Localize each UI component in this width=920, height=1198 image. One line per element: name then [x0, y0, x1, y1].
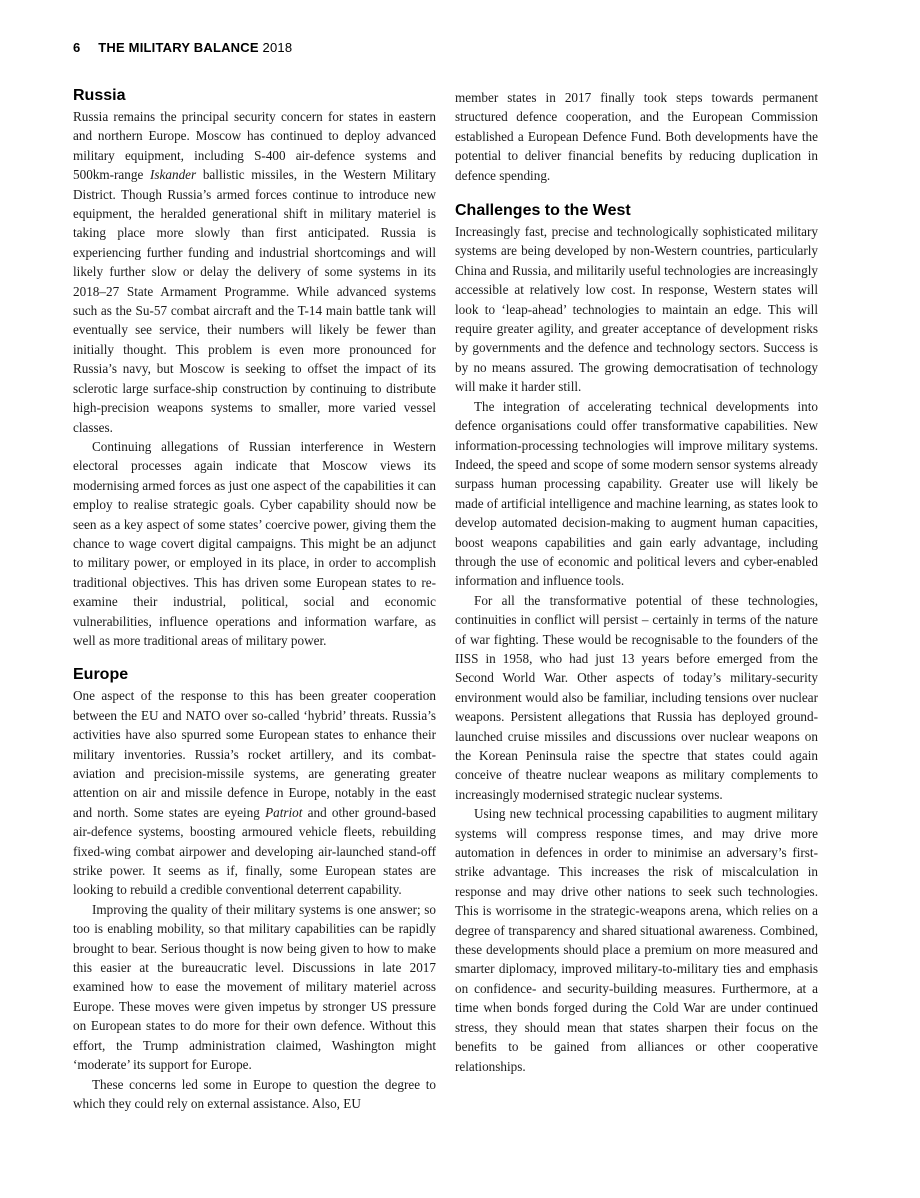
europe-paragraph-3: These concerns led some in Europe to question the degree to which they could rely on external assistance. Also, EU	[73, 1076, 436, 1111]
europe-p1-text-a: One aspect of the response to this has been greater cooperation between the EU and NATO over so-called ‘hybrid’ threats. Russia’s activities have also spurred some European states to enhance their military inventories. Russia’s rocket artillery, and its combat-aviation and precision-missile systems, are generating greater attention on air and missile defence in Europe, notably in the east and north. Some states are eyeing	[73, 688, 436, 820]
europe-paragraph-1	[73, 686, 436, 899]
challenges-paragraph-4: Using new technical processing capabilities to augment military systems will compress response times, and may drive more automation in defences in order to minimise an adversary’s first-strike advantage. This increases the risk of miscalculation in response and may drive other nations to seek such technologies. This is worrisome in the strategic-weapons arena, which relies on a degree of transparency and shared situational awareness. Combined, these developments should place a premium on more measured and smarter diplomacy, improved military-to-military ties and emphasis on confidence- and security-building measures. Furthermore, at a time when bonds forged during the Cold War are under continued stress, they should mean that states sharpen their focus on the benefits to be gained from alliances or other cooperative relationships.	[455, 806, 818, 1074]
publication-year: 2018	[262, 40, 293, 55]
russia-p1-text-b: ballistic missiles, in the Western Military District. Though Russia’s armed forces continue to introduce new equipment, the heralded generational shift in military materiel is taking place more slowly than first anticipated. Russia is experiencing further funding and industrial shortcomings and will likely further slow or delay the delivery of some systems in its 2018–27 State Armament Programme. While advanced systems such as the Su-57 combat aircraft and the T-14 main battle tank will eventually see service, their numbers will likely be fewer than initially thought. This problem is even more pronounced for Russia’s navy, but Moscow is seeking to offset the impact of its sclerotic large surface-ship construction by continuing to distribute high-precision weapons systems to smaller, more varied vessel classes.	[73, 167, 437, 435]
russia-paragraph-1	[73, 107, 436, 437]
russia-p1-text-a: Russia remains the principal security concern for states in eastern and northern Europe. Moscow has continued to deploy advanced military equipment, including S-400 air-defence systems and 500km-range	[73, 109, 436, 183]
section-russia	[73, 86, 436, 650]
heading-russia: Russia	[73, 87, 126, 104]
heading-europe: Europe	[73, 666, 129, 684]
europe-paragraph-2: Improving the quality of their military systems is one answer; so too is enabling mobility, so that military capabilities can be rapidly brought to bear. Serious thought is now being given to how to make this easier at the bureaucratic level. Discussions in late 2017 examined how to ease the movement of military materiel across Europe. These moves were given impetus by stronger US pressure on European states to do more for their own defence. Without this effort, the Trump administration claimed, Washington might ‘moderate’ its support for Europe.	[73, 901, 436, 1073]
continuation-paragraph: member states in 2017 finally took steps towards permanent structured defence cooperation, and the European Commission established a European Defence Fund. Both developments have the potential to deliver financial benefits by reducing duplication in defence spending.	[455, 90, 818, 183]
europe-p1-italic: Patriot	[265, 804, 303, 820]
right-column	[455, 88, 818, 1091]
left-column	[73, 86, 436, 1128]
challenges-paragraph-3: For all the transformative potential of these technologies, continuities in conflict will persist – certainly in terms of the nature of war fighting. These would be recognisable to the founders of the IISS in 1958, who had just 13 years before emerged from the Second World War. Other aspects of today’s military-security environment would also be familiar, including tensions over nuclear weapons. Persistent allegations that Russia has deployed ground-launched cruise missiles and discussions over nuclear weapons on the Korean Peninsula raise the spectre that states could again conceive of theatre nuclear weapons as military complements to increasingly modernised strategic nuclear systems.	[455, 592, 818, 802]
section-continuation	[455, 88, 818, 185]
page-number: 6	[73, 40, 81, 55]
challenges-paragraph-2: The integration of accelerating technical developments into defence organisations could offer transformative capabilities. New information-processing technologies will improve military systems. Indeed, the speed and scope of some modern sensor systems already surpass human processing capability. Greater use will likely be made of artificial intelligence and machine learning, as states look to develop automated decision-making to augment human capacities, boost weapons capabilities and gain early advantage, including through the use of economic and political levers and cyber-enabled information and influence tools.	[455, 398, 818, 589]
running-header	[73, 40, 292, 55]
russia-p1-italic: Iskander	[150, 167, 197, 183]
publication-title: THE MILITARY BALANCE	[98, 40, 259, 55]
russia-paragraph-2: Continuing allegations of Russian interference in Western electoral processes again indicate that Moscow views its modernising armed forces as just one aspect of the capabilities it can employ to realise strategic goals. Cyber capability should now be seen as a key aspect of some states’ coercive power, giving them the chance to wage covert digital campaigns. This might be an adjunct to military power, or employed in its place, in order to accomplish traditional objectives. This has driven some European states to re-examine their industrial, political, social and economic vulnerabilities, influence operations and information warfare, as well as more traditional areas of military power.	[73, 438, 436, 648]
challenges-paragraph-1: Increasingly fast, precise and technologically sophisticated military systems are being developed by non-Western countries, particularly China and Russia, and militarily useful technologies are increasingly accessible at relatively low cost. In response, Western states will look to ‘leap-ahead’ technologies to maintain an edge. This will require greater agility, and greater acceptance of development risks by governments and the defence and technology sectors. Success is by no means assured. The growing democratisation of technology will make it harder still.	[455, 224, 818, 395]
europe-p1-text-b: and other ground-based air-defence systems, boosting armoured vehicle fleets, rebuilding fixed-wing combat airpower and developing air-launched stand-off strike power. It seems as if, finally, some European states are looking to rebuild a credible conventional deterrent capability.	[73, 804, 436, 898]
section-challenges	[455, 201, 818, 1076]
heading-challenges: Challenges to the West	[455, 202, 631, 220]
section-europe	[73, 665, 436, 1113]
